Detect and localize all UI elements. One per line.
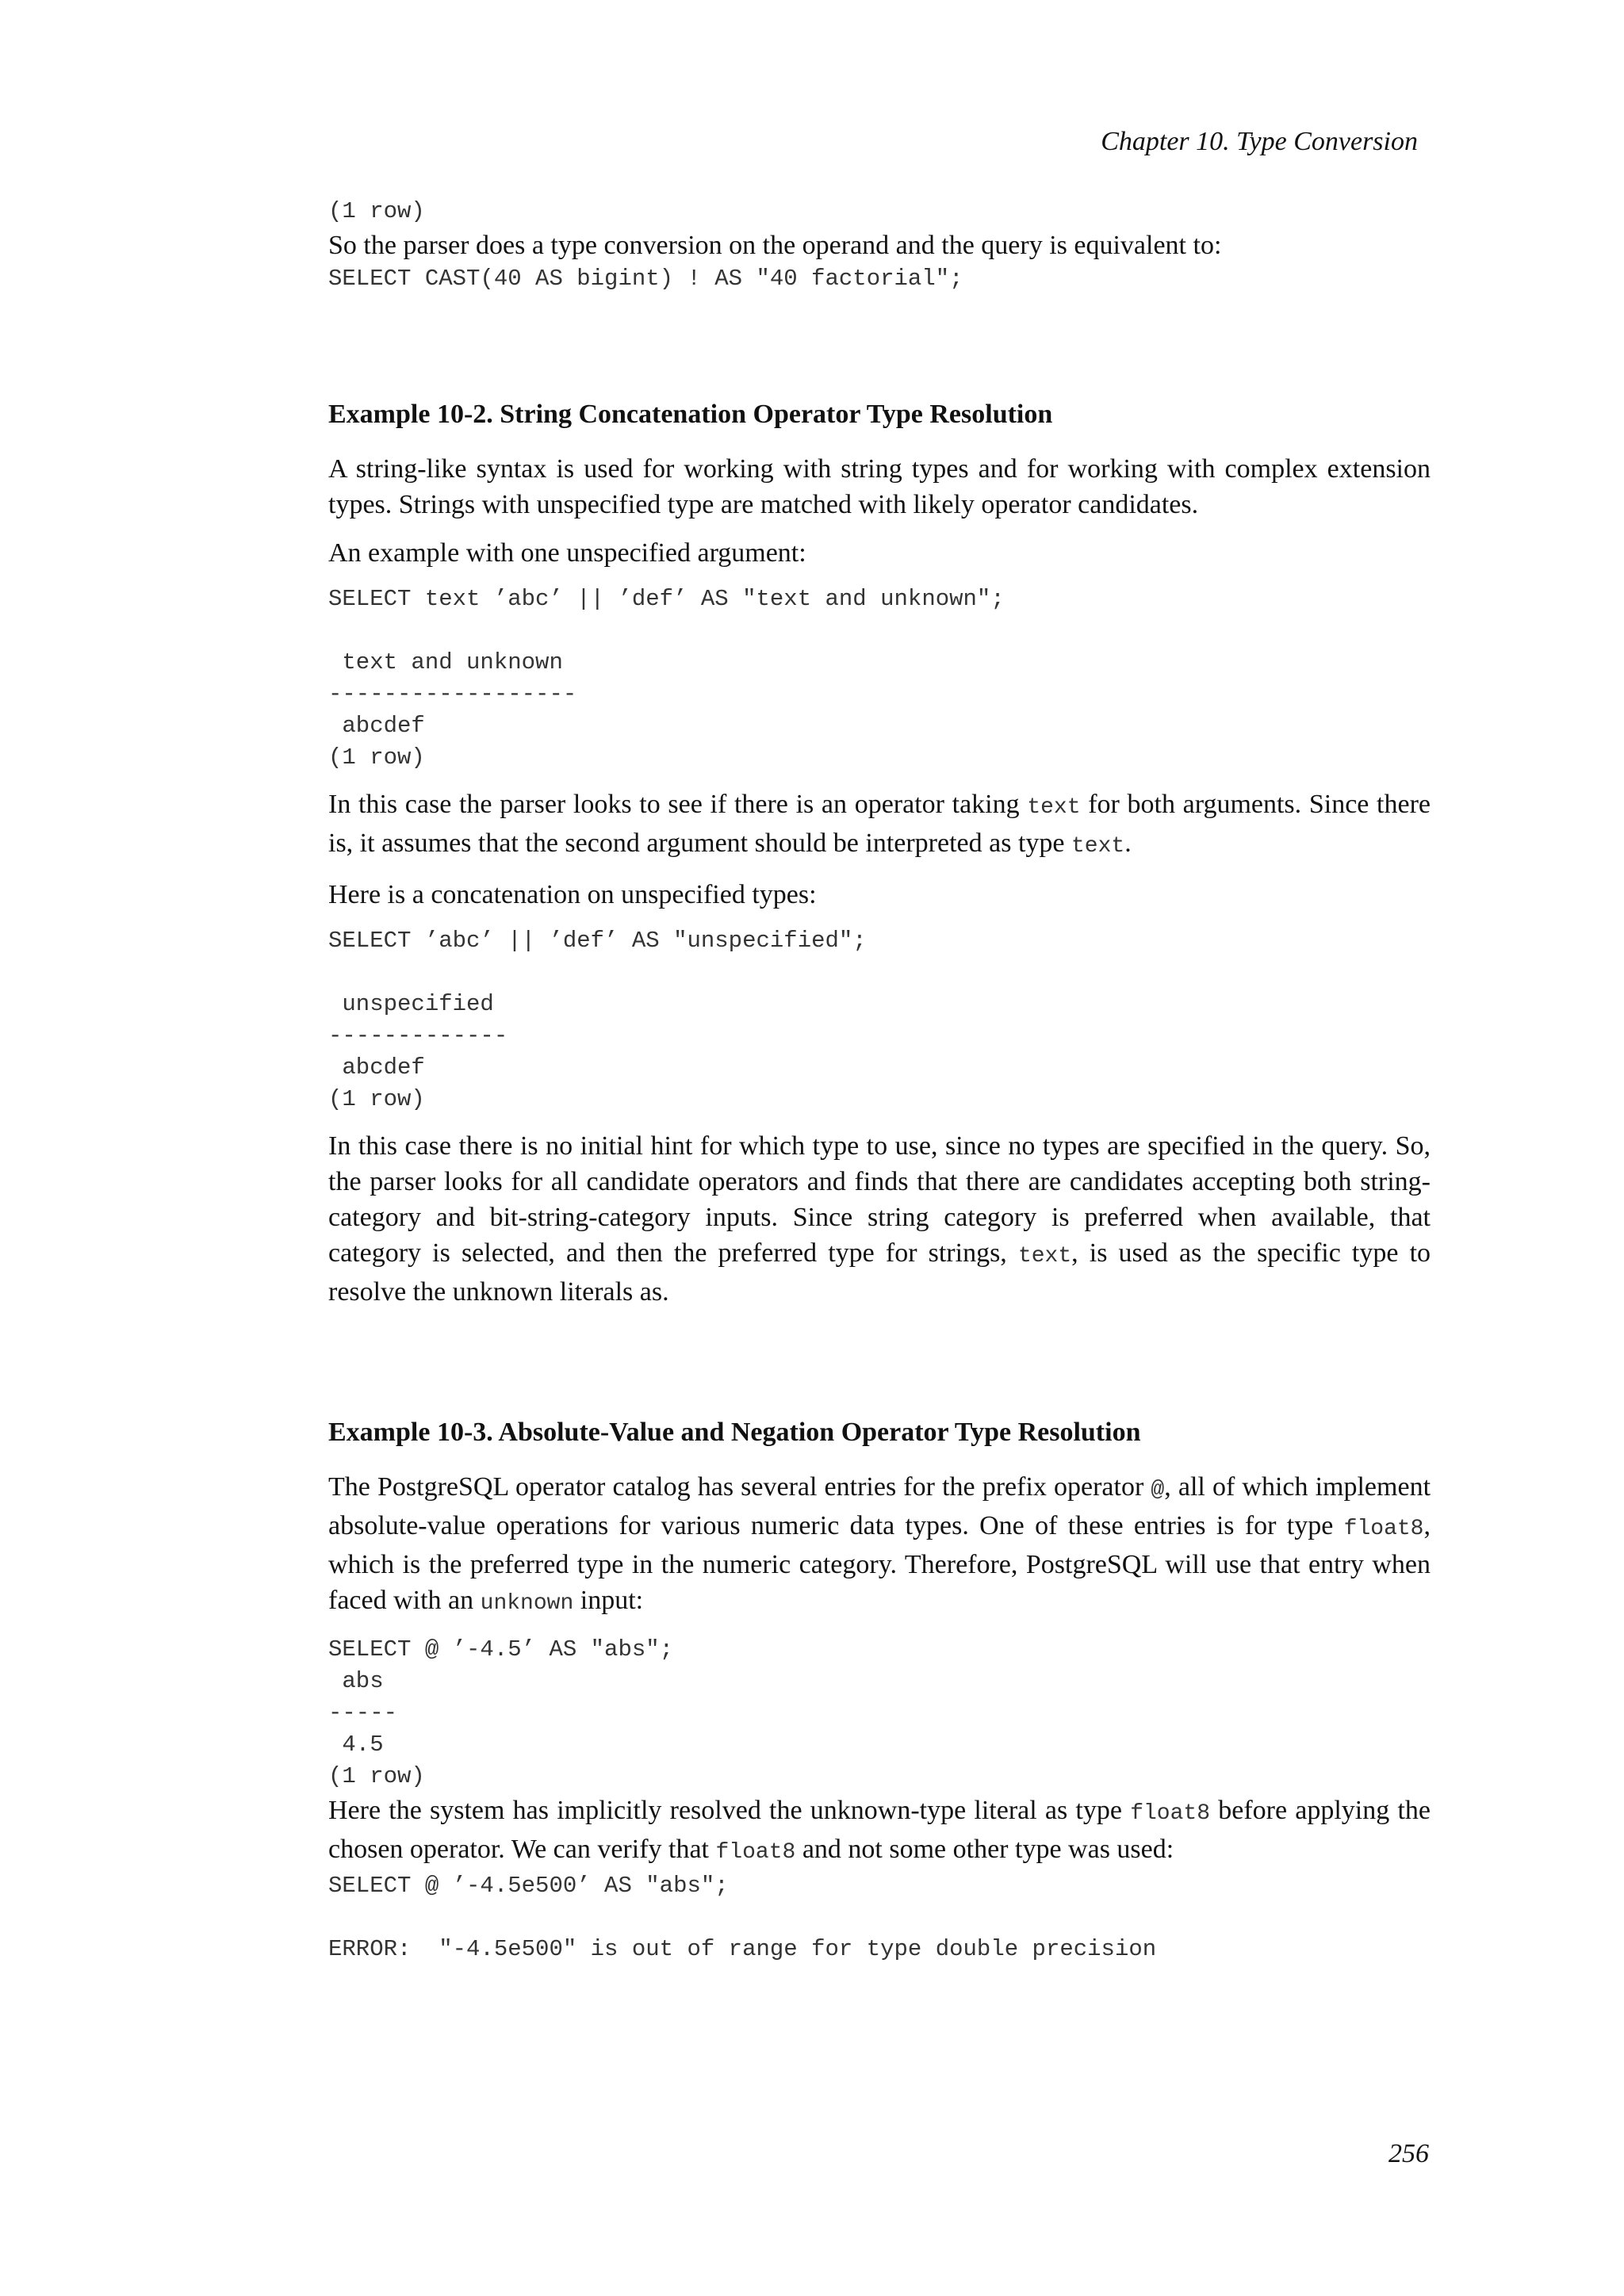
example-10-2-paragraph-3: [328, 786, 1431, 864]
text-run: for both arguments. Since there is, it assumes that the second argument should be interpreted as type: [328, 790, 1431, 858]
example-10-2-paragraph-1: A string-like syntax is used for working with string types and for working with complex extension types. Strings with unspecified type are matched with likely operator candidates.: [328, 454, 1431, 519]
page-number: 256: [1388, 2139, 1429, 2168]
example-10-2-paragraph-2: An example with one unspecified argument:: [328, 538, 806, 568]
example-10-2-code-2: SELECT ’abc’ || ’def’ AS "unspecified"; unspecified ------------- abcdef (1 row): [328, 928, 867, 1112]
example-10-3-code-1: SELECT @ ’-4.5’ AS "abs"; abs ----- 4.5 (1 row): [328, 1636, 674, 1789]
example-10-3-title: Example 10-3. Absolute-Value and Negation Operator Type Resolution: [328, 1418, 1141, 1447]
row-count: (1 row): [328, 198, 425, 224]
example-10-3-paragraph-1: [328, 1469, 1431, 1621]
text-run: input:: [573, 1586, 644, 1615]
text-run: Here the system has implicitly resolved the unknown-type literal as type: [328, 1796, 1131, 1825]
text-run: .: [1124, 828, 1132, 858]
inline-code: float8: [1343, 1517, 1424, 1541]
text-run: , is used as the specific type to resolve the unknown literals as.: [328, 1238, 1431, 1307]
intro-paragraph: So the parser does a type conversion on the operand and the query is equivalent to:: [328, 231, 1222, 260]
text-run: The PostgreSQL operator catalog has several entries for the prefix operator: [328, 1472, 1151, 1502]
example-10-2-paragraph-5: [328, 1128, 1431, 1310]
example-10-2-code-1: SELECT text ’abc’ || ’def’ AS "text and unknown"; text and unknown ------------------ abcdef (1 row): [328, 586, 1005, 771]
inline-code: text: [1027, 795, 1081, 820]
page-content: [328, 196, 1431, 1965]
inline-code: @: [1151, 1478, 1165, 1502]
text-run: , all of which implement absolute-value operations for various numeric data types. One of these entries is for type: [328, 1472, 1431, 1540]
example-10-2-paragraph-4: Here is a concatenation on unspecified types:: [328, 880, 817, 909]
inline-code: text: [1017, 1244, 1072, 1269]
text-run: and not some other type was used:: [795, 1835, 1174, 1864]
inline-code: unknown: [480, 1591, 574, 1616]
text-run: before applying the chosen operator. We can verify that: [328, 1796, 1431, 1864]
inline-code: float8: [1130, 1801, 1211, 1826]
text-run: In this case the parser looks to see if there is an operator taking: [328, 790, 1028, 819]
example-10-2-title: Example 10-2. String Concatenation Operator Type Resolution: [328, 400, 1053, 429]
example-10-3-code-2: SELECT @ ’-4.5e500’ AS "abs"; ERROR: "-4.5e500" is out of range for type double precision: [328, 1873, 1157, 1962]
text-run: , which is the preferred type in the numeric category. Therefore, PostgreSQL will use that entry when faced with an: [328, 1511, 1431, 1615]
intro-query: SELECT CAST(40 AS bigint) ! AS "40 factorial";: [328, 266, 963, 292]
text-run: In this case there is no initial hint for which type to use, since no types are specified in the query. So, the parser looks for all candidate operators and finds that there are candidates accepting both string-category and bit-string-category inputs. Since string category is preferred when available, that category is selected, and then the preferred type for strings,: [328, 1131, 1431, 1268]
inline-code: float8: [715, 1840, 796, 1865]
running-header: Chapter 10. Type Conversion: [1101, 127, 1418, 156]
example-10-3-paragraph-2: [328, 1793, 1431, 1870]
inline-code: text: [1071, 834, 1125, 859]
